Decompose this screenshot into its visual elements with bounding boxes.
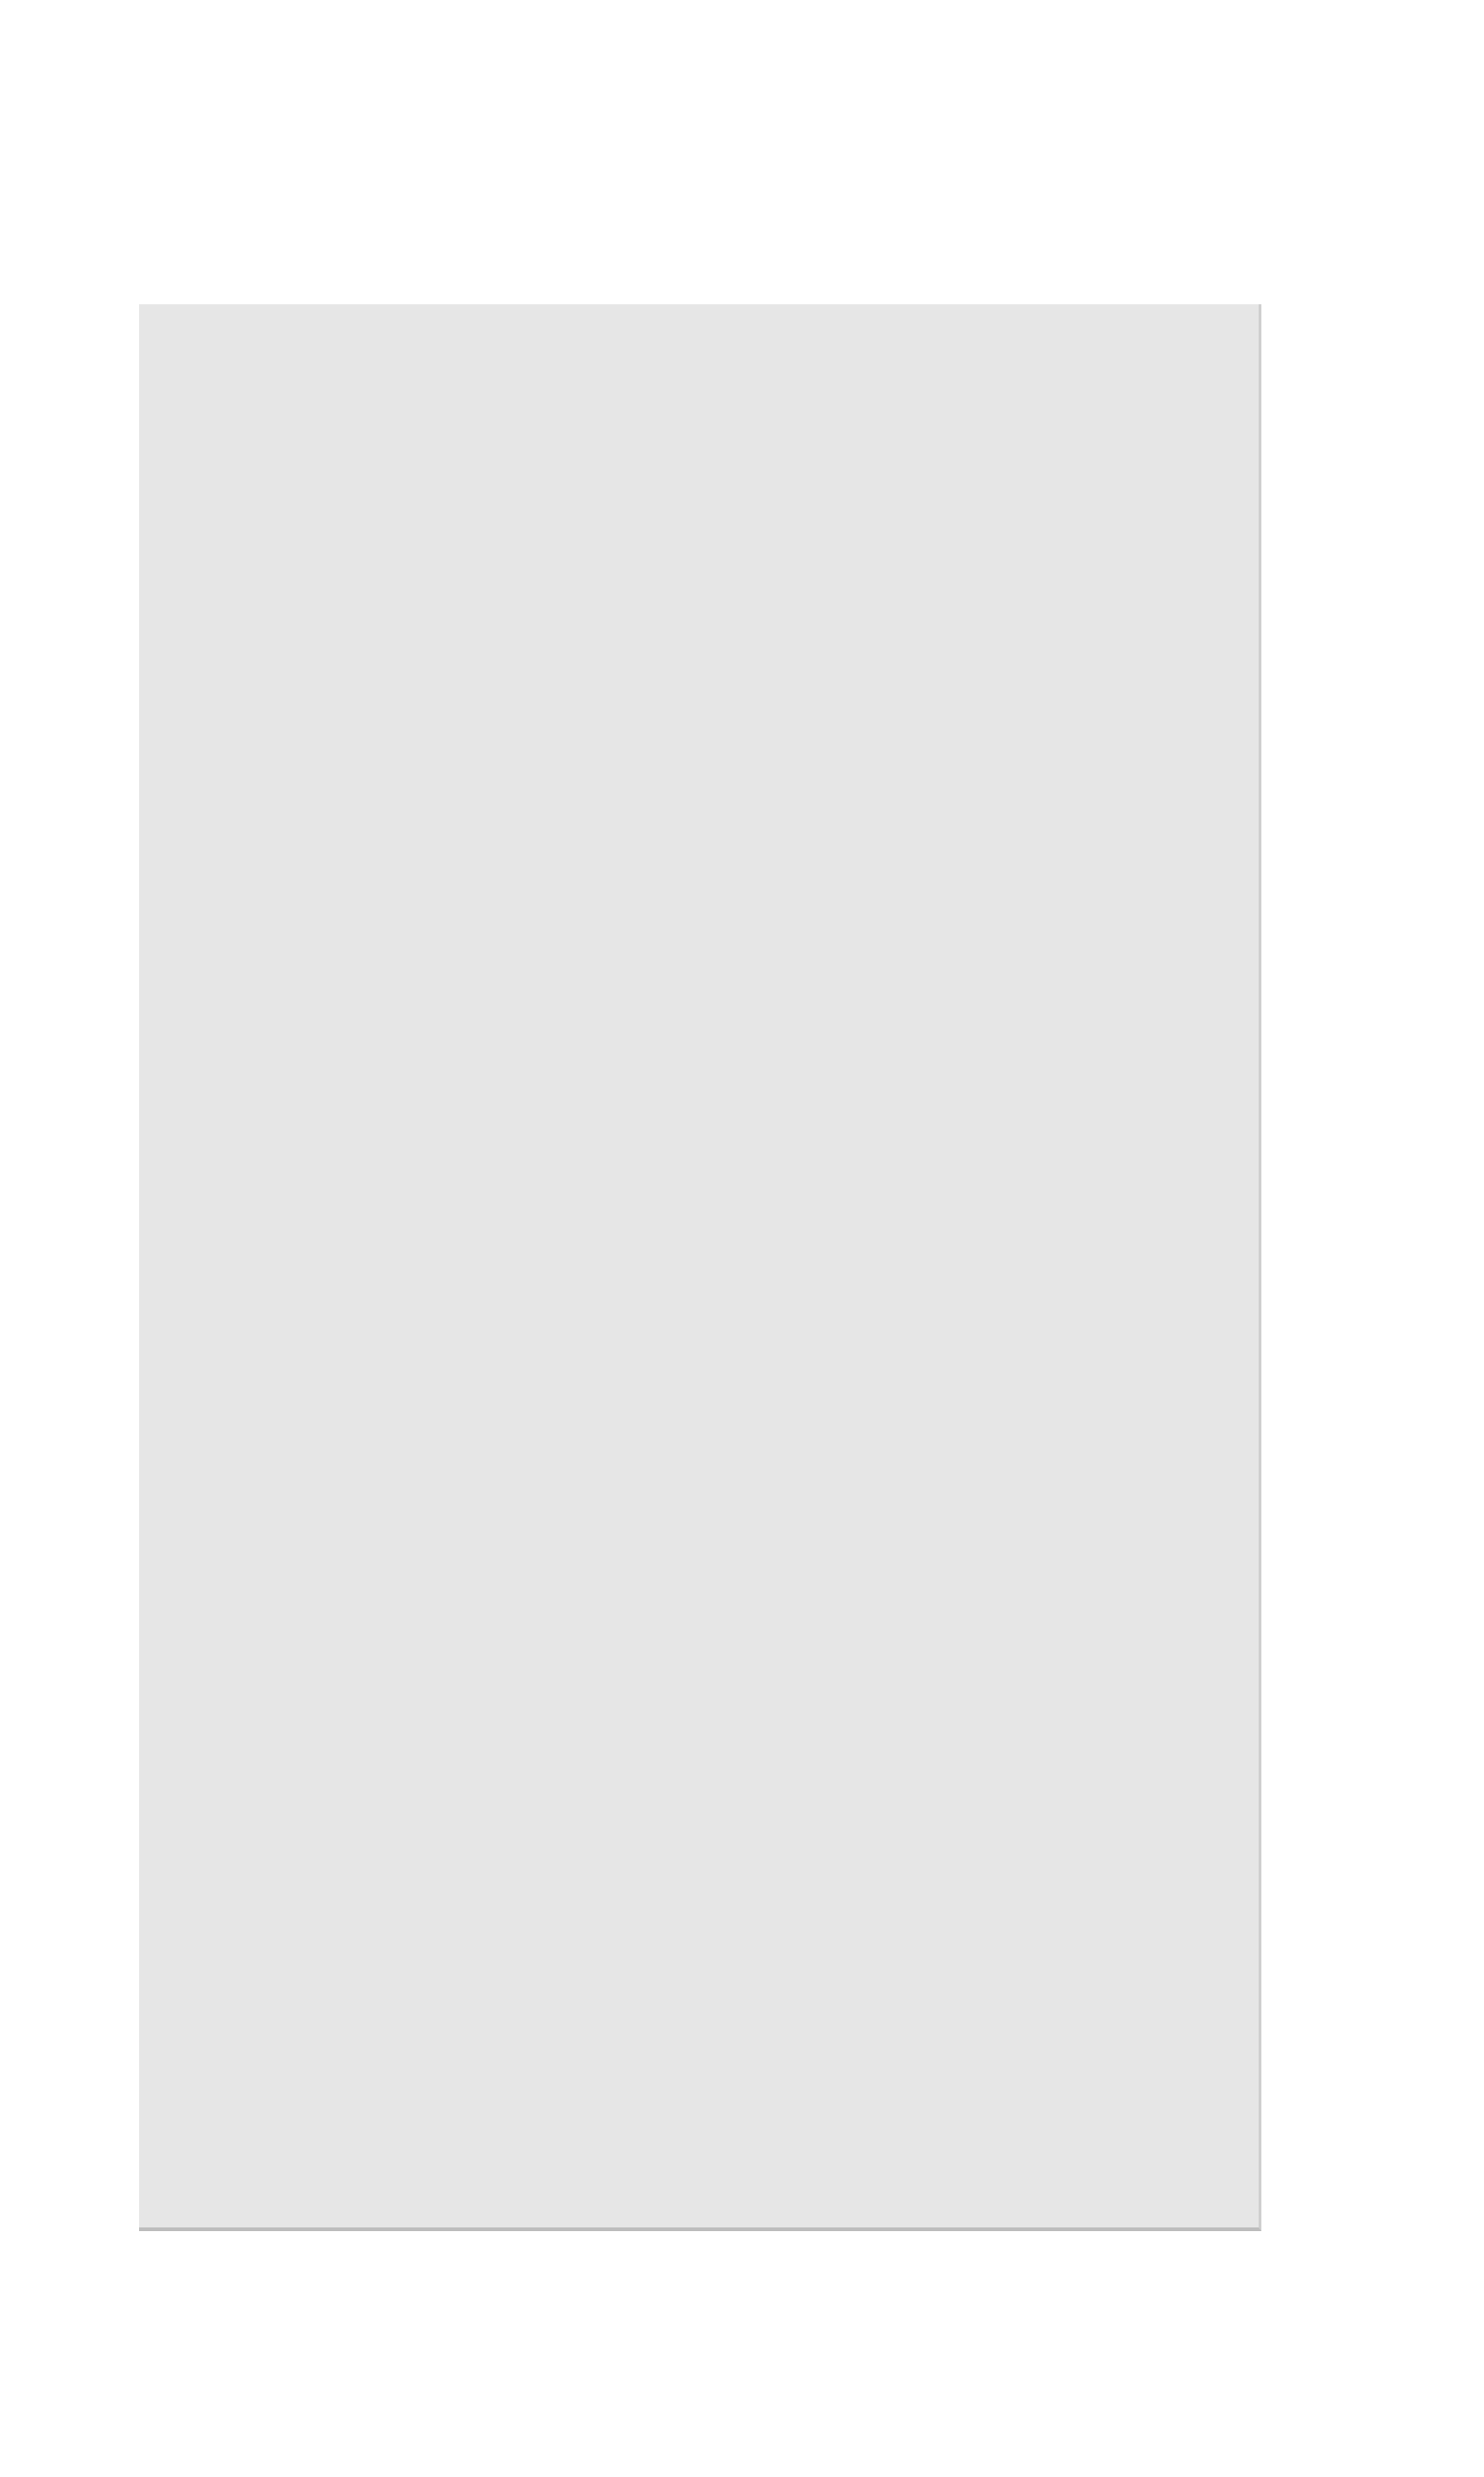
newspaper-clipping bbox=[139, 304, 1261, 2231]
handwritten-note bbox=[139, 56, 1252, 297]
